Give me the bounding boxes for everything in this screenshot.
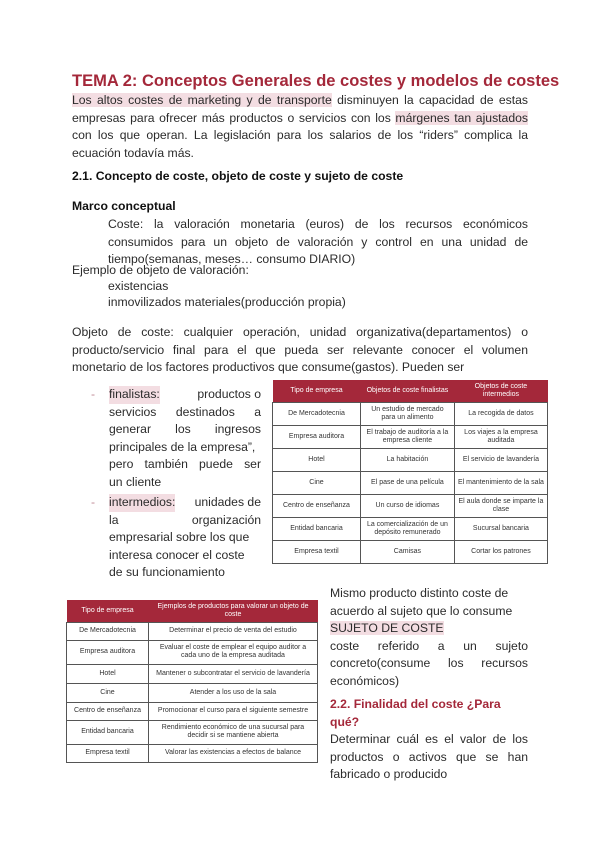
highlight-margenes: márgenes tan ajustados <box>395 110 528 125</box>
page-title: TEMA 2: Conceptos Generales de costes y modelos de costes <box>72 72 560 90</box>
table-row: Cine Atender a los uso de la sala <box>67 683 318 702</box>
objeto-coste-paragraph: Objeto de coste: cualquier operación, unidad organizativa(departamentos) o producto/servicio final para el que pueda ser relevante conocer el volumen monetario de los factores productivos que consume(gastos). Pueden ser <box>72 325 528 374</box>
table-row: Entidad bancaria La comercialización de un depósito remunerado Sucursal bancaria <box>273 517 548 540</box>
marco-heading: Marco conceptual <box>72 199 176 213</box>
ejemplo-item-inmovilizados: inmovilizados materiales(producción propia) <box>108 295 346 309</box>
bullet-dash-finalistas: - <box>91 387 96 401</box>
table-row: De Mercadotecnia Un estudio de mercado para un alimento La recogida de datos <box>273 402 548 425</box>
table-row: Hotel Mantener o subcontratar el servicio de lavandería <box>67 664 318 683</box>
sujeto-label: SUJETO DE COSTE <box>330 621 444 635</box>
finalidad-text: Determinar cuál es el valor de los productos o activos que se han fabricado o producido <box>330 732 528 781</box>
section-heading-2-2: 2.2. Finalidad del coste ¿Para qué? <box>330 697 501 729</box>
bullet-dash-intermedios: - <box>91 495 96 509</box>
table-row: Hotel La habitación El servicio de lavandería <box>273 448 548 471</box>
section-heading-2-1: 2.1. Concepto de coste, objeto de coste y sujeto de coste <box>72 169 404 183</box>
table2-header: Ejemplos de productos para valorar un objeto de coste <box>149 600 318 622</box>
table1-header: Objetos de coste intermedios <box>454 380 547 402</box>
bullet-intermedios: intermedios: unidades de la organización empresarial sobre los que interesa conocer el coste de su funcionamiento <box>109 495 261 579</box>
ejemplos-productos-table <box>66 600 318 763</box>
table-row: Empresa auditora Evaluar el coste de emplear el equipo auditor a cada uno de la empresa auditada <box>67 640 318 664</box>
table-row: De Mercadotecnia Determinar el precio de venta del estudio <box>67 622 318 640</box>
table1-header: Objetos de coste finalistas <box>360 380 454 402</box>
ejemplo-item-existencias: existencias <box>108 279 169 293</box>
table-row: Entidad bancaria Rendimiento económico de una sucursal para decidir si se mantiene abierta <box>67 720 318 744</box>
intro-paragraph: Los altos costes de marketing y de transporte disminuyen la capacidad de estas empresas para ofrecer más productos o servicios con los márgenes tan ajustados con los que operan. La legislación para los salarios de los “riders” complica la ecuación todavía más. <box>72 93 528 160</box>
table1-header: Tipo de empresa <box>273 380 361 402</box>
sujeto-description: coste referido a un sujeto concreto(consume los recursos económicos) <box>330 638 528 688</box>
bullet-finalistas: finalistas: productos o servicios destinados a generar los ingresos principales de la empresa”, pero también puede ser un cliente <box>109 387 261 489</box>
table2-header: Tipo de empresa <box>67 600 149 622</box>
table-row: Centro de enseñanza Promocionar el curso para el siguiente semestre <box>67 702 318 720</box>
table-row: Empresa textil Camisas Cortar los patrones <box>273 540 548 563</box>
objetos-coste-table <box>272 380 548 564</box>
sujeto-block: Mismo producto distinto coste de acuerdo al sujeto que lo consume SUJETO DE COSTE coste referido a un sujeto concreto(consume los recursos económicos) <box>330 585 528 690</box>
table-row: Cine El pase de una película El mantenimiento de la sala <box>273 471 548 494</box>
coste-definition: Coste: la valoración monetaria (euros) de los recursos económicos consumidos para un objeto de valoración y control en una unidad de tiempo(semanas, meses… consumo DIARIO) <box>108 217 528 266</box>
table-row: Empresa textil Valorar las existencias a efectos de balance <box>67 744 318 762</box>
table-row: Empresa auditora El trabajo de auditoría a la empresa cliente Los viajes a la empresa auditada <box>273 425 548 448</box>
ejemplo-label: Ejemplo de objeto de valoración: <box>72 263 249 277</box>
table-row: Centro de enseñanza Un curso de idiomas El aula donde se imparte la clase <box>273 494 548 517</box>
highlight-marketing: Los altos costes de marketing y de transporte <box>72 93 332 107</box>
